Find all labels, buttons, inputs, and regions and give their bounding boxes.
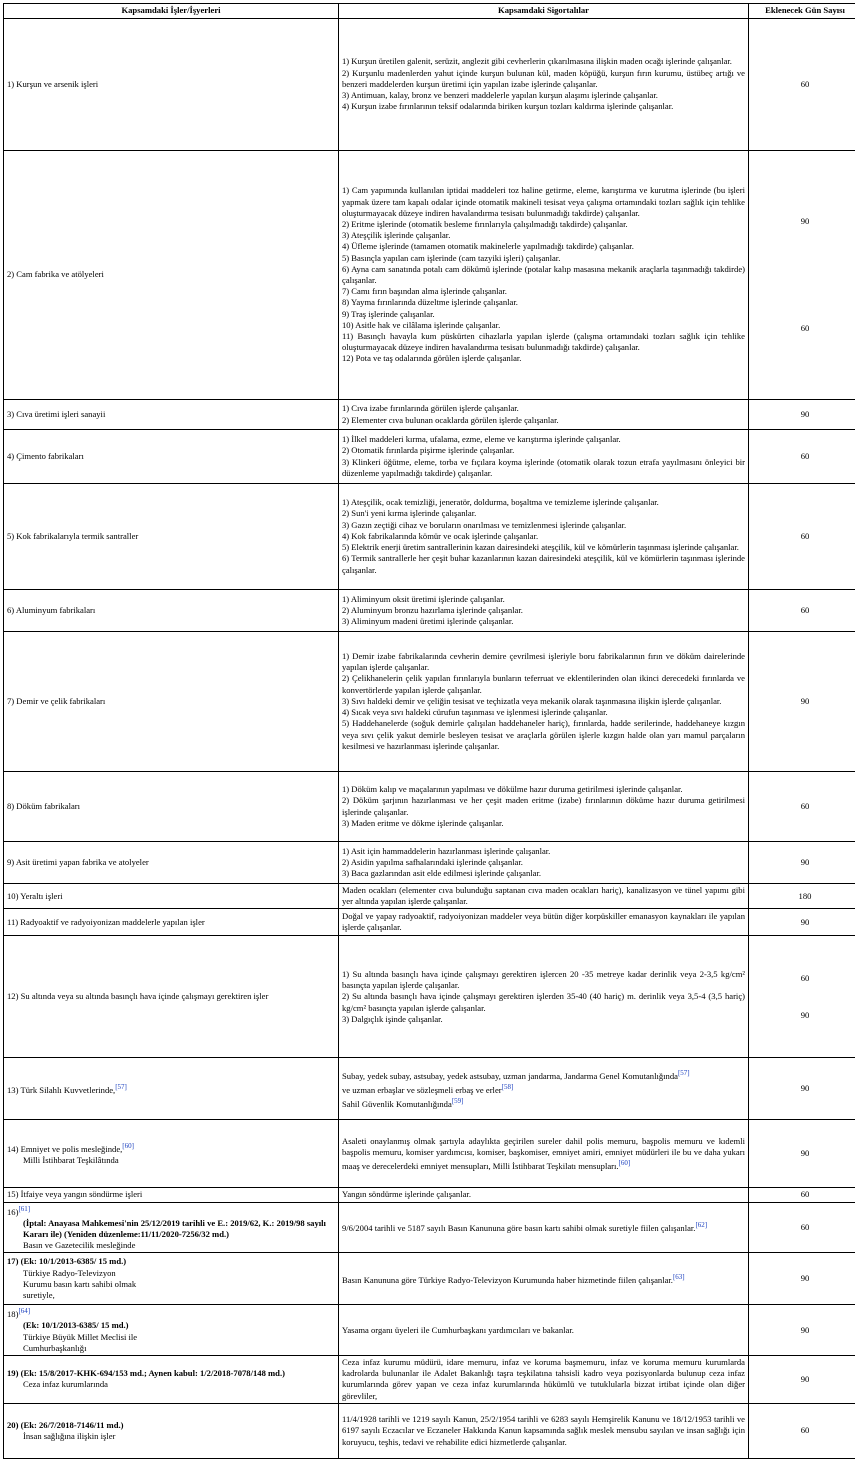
insured-item: Ceza infaz kurumu müdürü, idare memuru, infaz ve koruma başmemuru, infaz ve koruma memuru kurumlarda kadrolarda bulunanlar ile Adalet Bakanlığı taşra teşkilatına tahsisli kadro veya pozisyonlarda bulunup ceza infaz kurumlarında görev yapan ve ceza infaz kurumlarında hükümlü ve tutuklularla bizzat irtibat içinde olan diğer görevliler, [342,1357,745,1402]
table-row [4,1058,855,1120]
works-text: 1) Kurşun ve arsenik işleri [7,79,335,90]
works-text: 20) (Ek: 26/7/2018-7146/11 md.) [7,1420,335,1431]
days-value: 180 [752,891,855,902]
insured-cell [339,842,749,884]
works-text: 17) (Ek: 10/1/2013-6385/ 15 md.) [7,1256,335,1267]
days-cell [749,1120,855,1188]
days-cell [749,772,855,842]
insured-item: 5) Basınçla yapılan cam işlerinde (cam tazyiki işleri) çalışanlar. [342,253,745,264]
table-row [4,1355,855,1403]
insured-item: 6) Ayna cam sanatında potalı cam dökümü işlerinde (potalar kalıp masasına mekanik araçlarla taşınmadığı takdirde) çalışanlar. [342,264,745,286]
header-days: Eklenecek Gün Sayısı [749,4,855,19]
table-row [4,1403,855,1458]
insured-item: 3) Baca gazlarından asit elde edilmesi işlerinde çalışanlar. [342,868,745,879]
table-row [4,936,855,1058]
insured-cell [339,632,749,772]
header-insured: Kapsamdaki Sigortalılar [339,4,749,19]
days-cell [749,1305,855,1356]
works-cell [4,632,339,772]
insured-item: 3) Antimuan, kalay, bronz ve benzeri maddelerle yapılan kurşun alaşımı işlerinde çalışanlar. [342,90,745,101]
insured-item: Doğal ve yapay radyoaktif, radyoiyonizan maddeler veya bütün diğer korpüskiller emanasyon kaynakları ile yapılan işlerde çalışanlar. [342,911,745,933]
footnote-link[interactable]: [57] [678,1069,690,1077]
insured-item: 9) Traş işlerinde çalışanlar. [342,309,745,320]
days-value: 60 [752,1189,855,1200]
insured-item: 3) Dalgıçlık işinde çalışanlar. [342,1014,745,1025]
works-cell [4,1355,339,1403]
days-cell [749,1355,855,1403]
table-row [4,484,855,590]
insured-cell [339,1202,749,1253]
days-value: 90 [752,409,855,420]
works-text: İnsan sağlığına ilişkin işler [7,1431,335,1442]
insured-item: 3) Klinkeri öğütme, eleme, torba ve fıçılara koyma işlerinde (otomatik olarak tozun etrafa yayılmasını önleyici bir düzenleme yapılmadığı takdirde) çalışanlar. [342,457,745,479]
insured-item: 3) Ateşçilik işlerinde çalışanlar. [342,230,745,241]
insured-item: 2) Aluminyum bronzu hazırlama işlerinde çalışanlar. [342,605,745,616]
insured-item: Basın Kanununa göre Türkiye Radyo-Televizyon Kurumunda haber hizmetinde fiilen çalışanlar.[63] [342,1272,745,1286]
insured-item: 1) İlkel maddeleri kırma, ufalama, ezme, eleme ve karıştırma işlerinde çalışanlar. [342,434,745,445]
insured-item: 2) Kurşunlu madenlerden yahut içinde kurşun bulunan kül, maden köpüğü, kurşun fırın kurumu, üstübeç artığı ve benzeri maddelerden kurşun üretimi için yapılan izabe işlerinde çalışanlar. [342,68,745,90]
works-text: 2) Cam fabrika ve atölyeleri [7,269,335,280]
works-cell [4,400,339,430]
insured-cell [339,19,749,151]
works-text: (İptal: Anayasa Mahkemesi'nin 25/12/2019 tarihli ve E.: 2019/62, K.: 2019/98 sayılı Kararı ile) (Yeniden düzenleme:11/11/2020-7256/32 md.) [7,1218,335,1240]
insured-item: 5) Haddehanelerde (soğuk demirle çalışılan haddehaneler hariç), fırınlarda, hadde serilerinde, haddehaneye kızgın veya sıvı çelik yakut demirle besleyen tesisat ve araçlarla görülen işlerle kızgın halde olan yarı mamul parçaların kesilmesi ve hazırlanması işlerinde çalışanlar. [342,718,745,752]
works-text: 12) Su altında veya su altında basınçlı hava içinde çalışmayı gerektiren işler [7,991,335,1002]
insured-item: 1) Cam yapımında kullanılan iptidai maddeleri toz haline getirme, eleme, karıştırma ve kurutma işlerinde (bu işleri yapmak üzere tam kapalı odalar içinde otomatik makineli tesisat veya çalışma ortamındaki tozları sağlık için tehlike oluşturmayacak düzeye indiren havalandırma tesisatı bulunmadığı takdirde) çalışanlar. [342,185,745,219]
works-text: 18)[64] [7,1306,335,1320]
days-cell [749,1403,855,1458]
insured-cell [339,590,749,632]
insured-item: 1) Asit için hammaddelerin hazırlanması işlerinde çalışanlar. [342,846,745,857]
table-row [4,590,855,632]
works-cell [4,1403,339,1458]
insured-item: 8) Yayma fırınlarında düzeltme işlerinde çalışanlar. [342,297,745,308]
insured-item: 1) Döküm kalıp ve maçalarının yapılması ve dökülme hazır duruma getirilmesi işlerinde çalışanlar. [342,784,745,795]
days-cell [749,400,855,430]
works-cell [4,1253,339,1305]
insured-item: 3) Aliminyum madeni üretimi işlerinde çalışanlar. [342,616,745,627]
works-text: 8) Döküm fabrikaları [7,801,335,812]
days-value: 90 [752,1083,855,1094]
insured-item: 11/4/1928 tarihli ve 1219 sayılı Kanun, 25/2/1954 tarihli ve 6283 sayılı Hemşirelik Kanunu ve 18/12/1953 tarihli ve 6197 sayılı Eczacılar ve Eczaneler Hakkında Kanun kapsamında sağlık meslek mensubu sayılan ve insan sağlığı için koruyucu, teşhis, tedavi ve rehabilite edici hizmetlerde çalışanlar. [342,1414,745,1448]
days-value: 60 [752,605,855,616]
days-value: 60 [752,973,855,984]
works-text: 7) Demir ve çelik fabrikaları [7,696,335,707]
days-cell [749,936,855,1058]
works-text: Kurumu basın kartı sahibi olmak [7,1279,335,1290]
table-row [4,632,855,772]
days-cell [749,909,855,936]
insured-item: 5) Elektrik enerji üretim santrallerinin kazan dairesindeki ateşçilik, kül ve kömürlerin taşınması işlerinde çalışanlar. [342,542,745,553]
days-value: 90 [752,1010,855,1021]
works-cell [4,1202,339,1253]
works-cell [4,909,339,936]
insured-item: 4) Üfleme işlerinde (tamamen otomatik makinelerle yapılmadığı takdirde) çalışanlar. [342,241,745,252]
works-text: 4) Çimento fabrikaları [7,451,335,462]
insured-item: 11) Basınçlı havayla kum püskürten cihazlarla yapılan işlerde (çalışma ortamındaki tozları sağlık için tehlike oluşturmayacak düzeye indiren havalandırma tesisatı bulunmadığı takdirde) çalışanlar. [342,331,745,353]
insured-item: 1) Su altında basınçlı hava içinde çalışmayı gerektiren işlercen 20 -35 metreye kadar derinlik veya 2-3,5 kg/cm² basınçta yapılan işlerde çalışanlar. [342,969,745,991]
insured-cell [339,1188,749,1202]
footnote-link[interactable]: [59] [452,1097,464,1105]
insured-cell [339,772,749,842]
days-cell [749,884,855,909]
footnote-link[interactable]: [60] [122,1142,134,1150]
insured-cell [339,1355,749,1403]
footnote-link[interactable]: [58] [502,1083,514,1091]
insured-item: 1) Kurşun üretilen galenit, serüzit, anglezit gibi cevherlerin çıkarılmasına ilişkin maden ocağı işlerinde çalışanlar. [342,56,745,67]
works-cell [4,590,339,632]
insured-item: 2) Eritme işlerinde (otomatik besleme fırınlarıyla çalışılmadığı takdirde) çalışanlar. [342,219,745,230]
table-row [4,1120,855,1188]
insured-cell [339,1253,749,1305]
insured-item: 4) Sıcak veya sıvı haldeki cürufun taşınması ve işlenmesi işlerinde çalışanlar. [342,707,745,718]
works-text: (Ek: 10/1/2013-6385/ 15 md.) [7,1320,335,1331]
insured-item: 2) Elementer cıva bulunan ocaklarda görülen işlerde çalışanlar. [342,415,745,426]
works-cell [4,1058,339,1120]
works-text: 15) İtfaiye veya yangın söndürme işleri [7,1189,335,1200]
works-text: suretiyle, [7,1290,335,1301]
table-row [4,1188,855,1202]
insured-item: 4) Kurşun izabe fırınlarının teksif odalarında biriken kurşun tozları kaldırma işlerinde çalışanlar. [342,101,745,112]
footnote-link[interactable]: [57] [115,1083,127,1091]
table-row [4,19,855,151]
insured-item: 12) Pota ve taş odalarında görülen işlerde çalışanlar. [342,353,745,364]
days-value: 60 [752,1425,855,1436]
works-text: Türkiye Radyo-Televizyon [7,1268,335,1279]
insured-cell [339,1403,749,1458]
insured-item: 10) Asitle hak ve cilâlama işlerinde çalışanlar. [342,320,745,331]
works-cell [4,772,339,842]
insured-item: 7) Camı fırın başından alma işlerinde çalışanlar. [342,286,745,297]
days-value: 90 [752,857,855,868]
days-value: 90 [752,917,855,928]
days-cell [749,1188,855,1202]
works-cell [4,19,339,151]
table-row [4,772,855,842]
days-value: 60 [752,323,855,334]
insured-cell [339,484,749,590]
insured-item: Subay, yedek subay, astsubay, yedek astsubay, uzman jandarma, Jandarma Genel Komutanlığında[57] [342,1068,745,1082]
days-cell [749,1058,855,1120]
works-cell [4,936,339,1058]
days-value: 90 [752,1374,855,1385]
insured-item: Sahil Güvenlik Komutanlığında[59] [342,1096,745,1110]
insured-item: 3) Gazın zeçtiği cihaz ve boruların onarılması ve temizlenmesi işlerinde çalışanlar. [342,520,745,531]
footnote-link[interactable]: [60] [619,1159,631,1167]
insured-item: 1) Ateşçilik, ocak temizliği, jeneratör, doldurma, boşaltma ve temizleme işlerinde çalışanlar. [342,497,745,508]
days-value: 60 [752,451,855,462]
days-cell [749,19,855,151]
works-text: 19) (Ek: 15/8/2017-KHK-694/153 md.; Aynen kabul: 1/2/2018-7078/148 md.) [7,1368,335,1379]
days-cell [749,151,855,400]
days-cell [749,632,855,772]
insured-item: 2) Su altında basınçlı hava içinde çalışmayı gerektiren işlerden 35-40 (40 hariç) m. derinlik veya 3,5-4 (3,5 hariç) kg/cm² basınçta yapılan işlerde çalışanlar. [342,991,745,1013]
works-text: Basın ve Gazetecilik mesleğinde [7,1240,335,1251]
days-value: 90 [752,696,855,707]
insured-cell [339,936,749,1058]
table-row [4,400,855,430]
table-row [4,1202,855,1253]
days-cell [749,1253,855,1305]
footnote-link[interactable]: [64] [18,1307,30,1315]
works-text: 10) Yeraltı işleri [7,891,335,902]
insured-cell [339,430,749,484]
table-row [4,1253,855,1305]
works-text: 6) Aluminyum fabrikaları [7,605,335,616]
insured-item: 3) Maden eritme ve dökme işlerinde çalışanlar. [342,818,745,829]
footnote-link[interactable]: [62] [695,1221,707,1229]
insured-cell [339,884,749,909]
days-value: 60 [752,79,855,90]
insured-item: Yasama organı üyeleri ile Cumhurbaşkanı yardımcıları ve bakanlar. [342,1325,745,1336]
insured-item: Yangın söndürme işlerinde çalışanlar. [342,1189,745,1200]
insured-cell [339,1058,749,1120]
table-header-row [4,4,855,19]
days-cell [749,842,855,884]
works-cell [4,1188,339,1202]
works-text: 9) Asit üretimi yapan fabrika ve atolyeler [7,857,335,868]
works-text: Milli İstihbarat Teşkilâtında [7,1155,335,1166]
insured-item: 4) Kok fabrikalarında kömür ve ocak işlerinde çalışanlar. [342,531,745,542]
days-value: 90 [752,1325,855,1336]
insured-cell [339,1305,749,1356]
works-cell [4,1305,339,1356]
table-row [4,842,855,884]
works-text: 3) Cıva üretimi işleri sanayii [7,409,335,420]
works-text: 11) Radyoaktif ve radyoiyonizan maddelerle yapılan işler [7,917,335,928]
works-text: 5) Kok fabrikalarıyla termik santraller [7,531,335,542]
works-cell [4,884,339,909]
days-value: 90 [752,1148,855,1159]
table-row [4,1305,855,1356]
days-value: 60 [752,801,855,812]
insured-item: 2) Sun'i yeni kırma işlerinde çalışanlar. [342,508,745,519]
insured-item: 2) Asidin yapılma safhalarındaki işlerinde çalışanlar. [342,857,745,868]
works-cell [4,151,339,400]
works-cell [4,484,339,590]
days-cell [749,1202,855,1253]
days-value: 60 [752,531,855,542]
insured-cell [339,151,749,400]
header-works: Kapsamdaki İşler/İşyerleri [4,4,339,19]
table-row [4,430,855,484]
insured-cell [339,1120,749,1188]
days-value: 90 [752,1273,855,1284]
days-value: 90 [752,216,855,227]
insured-item: Maden ocakları (elementer cıva bulunduğu saptanan cıva maden ocakları hariç), kanalizasyon ve tünel yapımı gibi yer altında yapılan işlerde çalışanlar. [342,885,745,907]
insured-item: 2) Çelikhanelerin çelik yapılan fırınlarıyla bunların teferruat ve eklentilerinden olan ikinci derecedeki fırınlarda ve konvertörlerde yapılan işlerde çalışanlar. [342,673,745,695]
works-text: Ceza infaz kurumlarında [7,1379,335,1390]
insured-item: 2) Döküm şarjının hazırlanması ve her çeşit maden eritme (izabe) fırınlarının döküme hazır duruma getirilmesi işlerinde çalışanlar. [342,795,745,817]
insured-item: 1) Aliminyum oksit üretimi işlerinde çalışanlar. [342,594,745,605]
insured-item: Asaleti onaylanmış olmak şartıyla adaylıkta geçirilen sureler dahil polis memuru, başpolis memuru ve kıdemli başpolis memuru, komiser yardımcısı, komiser, başkomiser, emniyet amiri, emniyet müdürleri ile bu ve daha yukarı maaş ve derecelerdeki emniyet mensupları, Milli İstihbarat Teşkilatı mensupları.[60] [342,1136,745,1172]
days-cell [749,590,855,632]
insured-item: ve uzman erbaşlar ve sözleşmeli erbaş ve erler[58] [342,1082,745,1096]
insured-item: 1) Demir izabe fabrikalarında cevherin demire çevrilmesi işleriyle boru fabrikalarının fırın ve döküm dairelerinde yapılan işlerde çalışanlar. [342,651,745,673]
works-text: 13) Türk Silahlı Kuvvetlerinde,[57] [7,1082,335,1096]
footnote-link[interactable]: [63] [673,1273,685,1281]
table-row [4,151,855,400]
insured-item: 3) Sıvı haldeki demir ve çeliğin tesisat ve teçhizatla veya mekanik olarak taşınmasına ilişkin işlerde çalışanlar. [342,696,745,707]
works-cell [4,430,339,484]
table-row [4,884,855,909]
insured-days-table [3,3,855,1459]
footnote-link[interactable]: [61] [18,1205,30,1213]
insured-cell [339,909,749,936]
insured-item: 1) Cıva izabe fırınlarında görülen işlerde çalışanlar. [342,403,745,414]
insured-item: 9/6/2004 tarihli ve 5187 sayılı Basın Kanununa göre basın kartı sahibi olmak suretiyle fiilen çalışanlar.[62] [342,1220,745,1234]
table-row [4,909,855,936]
works-text: 14) Emniyet ve polis mesleğinde,[60] [7,1141,335,1155]
insured-item: 2) Otomatik fırınlarda pişirme işlerinde çalışanlar. [342,445,745,456]
works-text: 16)[61] [7,1204,335,1218]
insured-item: 6) Termik santrallerle her çeşit buhar kazanlarının kazan dairesindeki ateşçilik, kül ve kömürlerin taşınması işlerinde çalışanlar. [342,553,745,575]
works-text: Türkiye Büyük Millet Meclisi ile [7,1332,335,1343]
works-text: Cumhurbaşkanlığı [7,1343,335,1354]
works-cell [4,842,339,884]
works-cell [4,1120,339,1188]
days-cell [749,484,855,590]
days-value: 60 [752,1222,855,1233]
insured-cell [339,400,749,430]
days-cell [749,430,855,484]
table-body [4,19,855,1459]
